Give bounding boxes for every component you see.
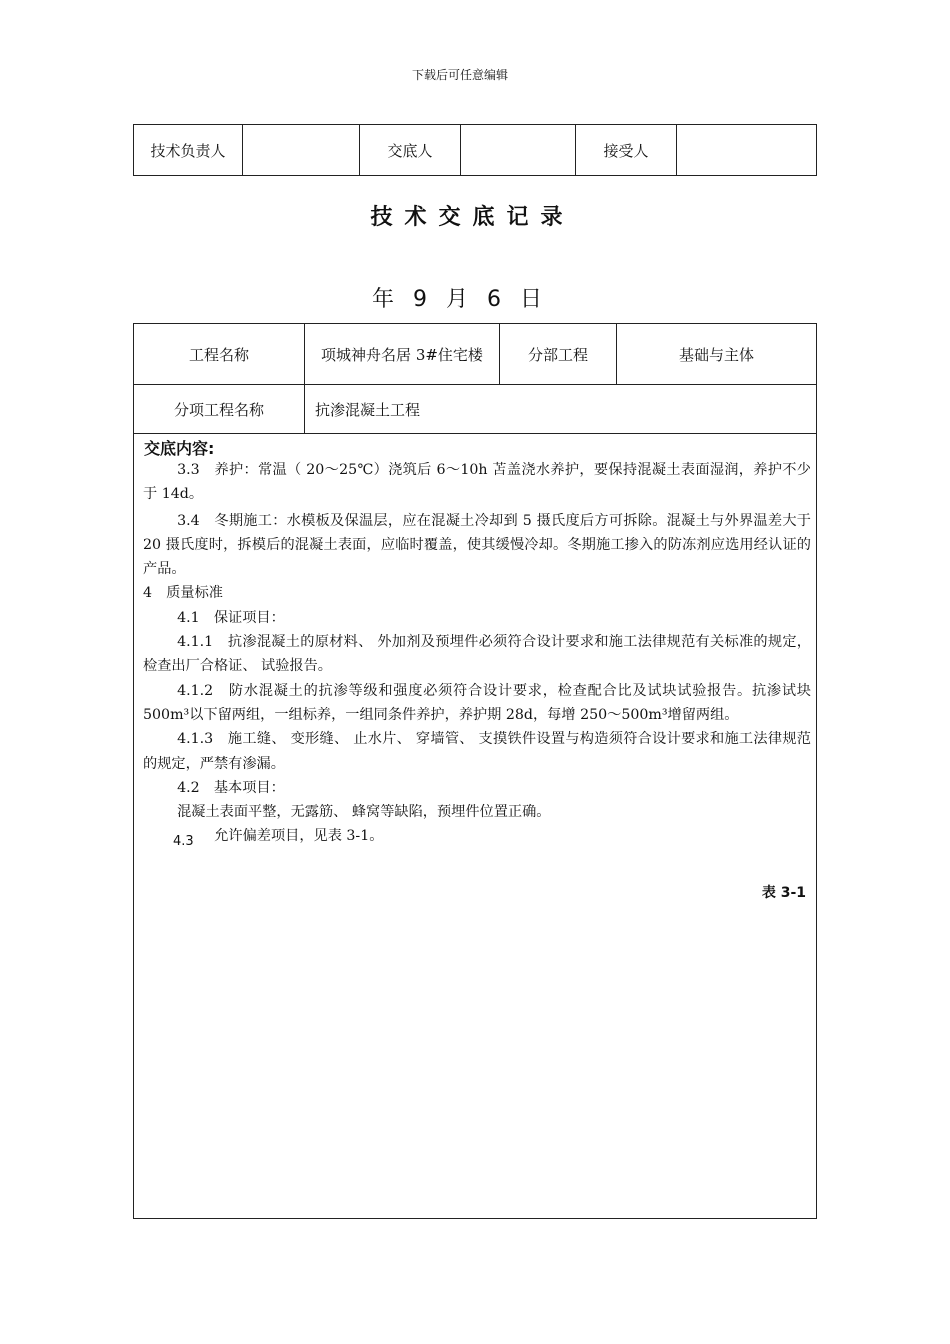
header-note: 下载后可任意编辑 bbox=[411, 68, 508, 82]
paragraph-3-4: 3.4 冬期施工：水模板及保温层，应在混凝土冷却到 5 摄氏度后方可拆除。混凝土与外界温差大于 20 摄氏度时，拆模后的混凝土表面，应临时覆盖，使其缓慢冷却。冬期施工掺入的防冻剂应选用经认证的产品。 bbox=[143, 512, 811, 578]
paragraph-4-2: 4.2 基本项目： bbox=[177, 779, 285, 796]
document-title: 技术交底记录 bbox=[370, 205, 575, 230]
project-name-label: 工程名称 bbox=[134, 324, 305, 385]
subitem-label: 分项工程名称 bbox=[134, 385, 305, 434]
paragraph-4: 4 质量标准 bbox=[143, 585, 223, 602]
paragraph-4-1: 4.1 保证项目： bbox=[177, 609, 285, 626]
presenter-value[interactable] bbox=[461, 125, 576, 176]
division-label: 分部工程 bbox=[500, 324, 617, 385]
document-date: 年 9 月 6 日 bbox=[372, 287, 548, 312]
paragraph-4-2-body: 混凝土表面平整，无露筋、 蜂窝等缺陷，预埋件位置正确。 bbox=[177, 804, 551, 821]
receiver-label: 接受人 bbox=[576, 125, 677, 176]
presenter-label: 交底人 bbox=[360, 125, 461, 176]
tech-lead-value[interactable] bbox=[243, 125, 360, 176]
paragraph-4-1-2: 4.1.2 防水混凝土的抗渗等级和强度必须符合设计要求，检查配合比及试块试验报告。抗渗试块 500m³以下留两组，一组标养，一组同条件养护，养护期 28d，每增 250～500m³增留两组。 bbox=[143, 682, 811, 723]
content-body bbox=[143, 458, 811, 850]
paragraph-4-3-text: 允许偏差项目，见表 3-1。 bbox=[214, 828, 384, 845]
receiver-value[interactable] bbox=[677, 125, 817, 176]
table-reference: 表 3-1 bbox=[761, 885, 806, 901]
content-heading: 交底内容: bbox=[144, 439, 215, 458]
paragraph-4-3-number: 4.3 bbox=[173, 834, 194, 850]
paragraph-4-1-3: 4.1.3 施工缝、 变形缝、 止水片、 穿墙管、 支摸铁件设置与构造须符合设计要求和施工法律规范的规定，严禁有渗漏。 bbox=[143, 731, 811, 772]
paragraph-4-1-1: 4.1.1 抗渗混凝土的原材料、 外加剂及预埋件必须符合设计要求和施工法律规范有关标准的规定，检查出厂合格证、 试验报告。 bbox=[143, 634, 811, 675]
paragraph-4-3 bbox=[143, 824, 811, 849]
tech-lead-label: 技术负责人 bbox=[134, 125, 243, 176]
signature-table bbox=[133, 124, 817, 176]
paragraph-3-3: 3.3 养护：常温（ 20～25℃）浇筑后 6～10h 苫盖浇水养护，要保持混凝土表面湿润，养护不少于 14d。 bbox=[143, 462, 811, 503]
subitem-value: 抗渗混凝土工程 bbox=[305, 385, 817, 434]
division-value: 基础与主体 bbox=[617, 324, 817, 385]
project-info-table bbox=[133, 323, 817, 434]
project-name-value: 项城神舟名居 3#住宅楼 bbox=[305, 324, 500, 385]
content-box bbox=[133, 432, 817, 1219]
